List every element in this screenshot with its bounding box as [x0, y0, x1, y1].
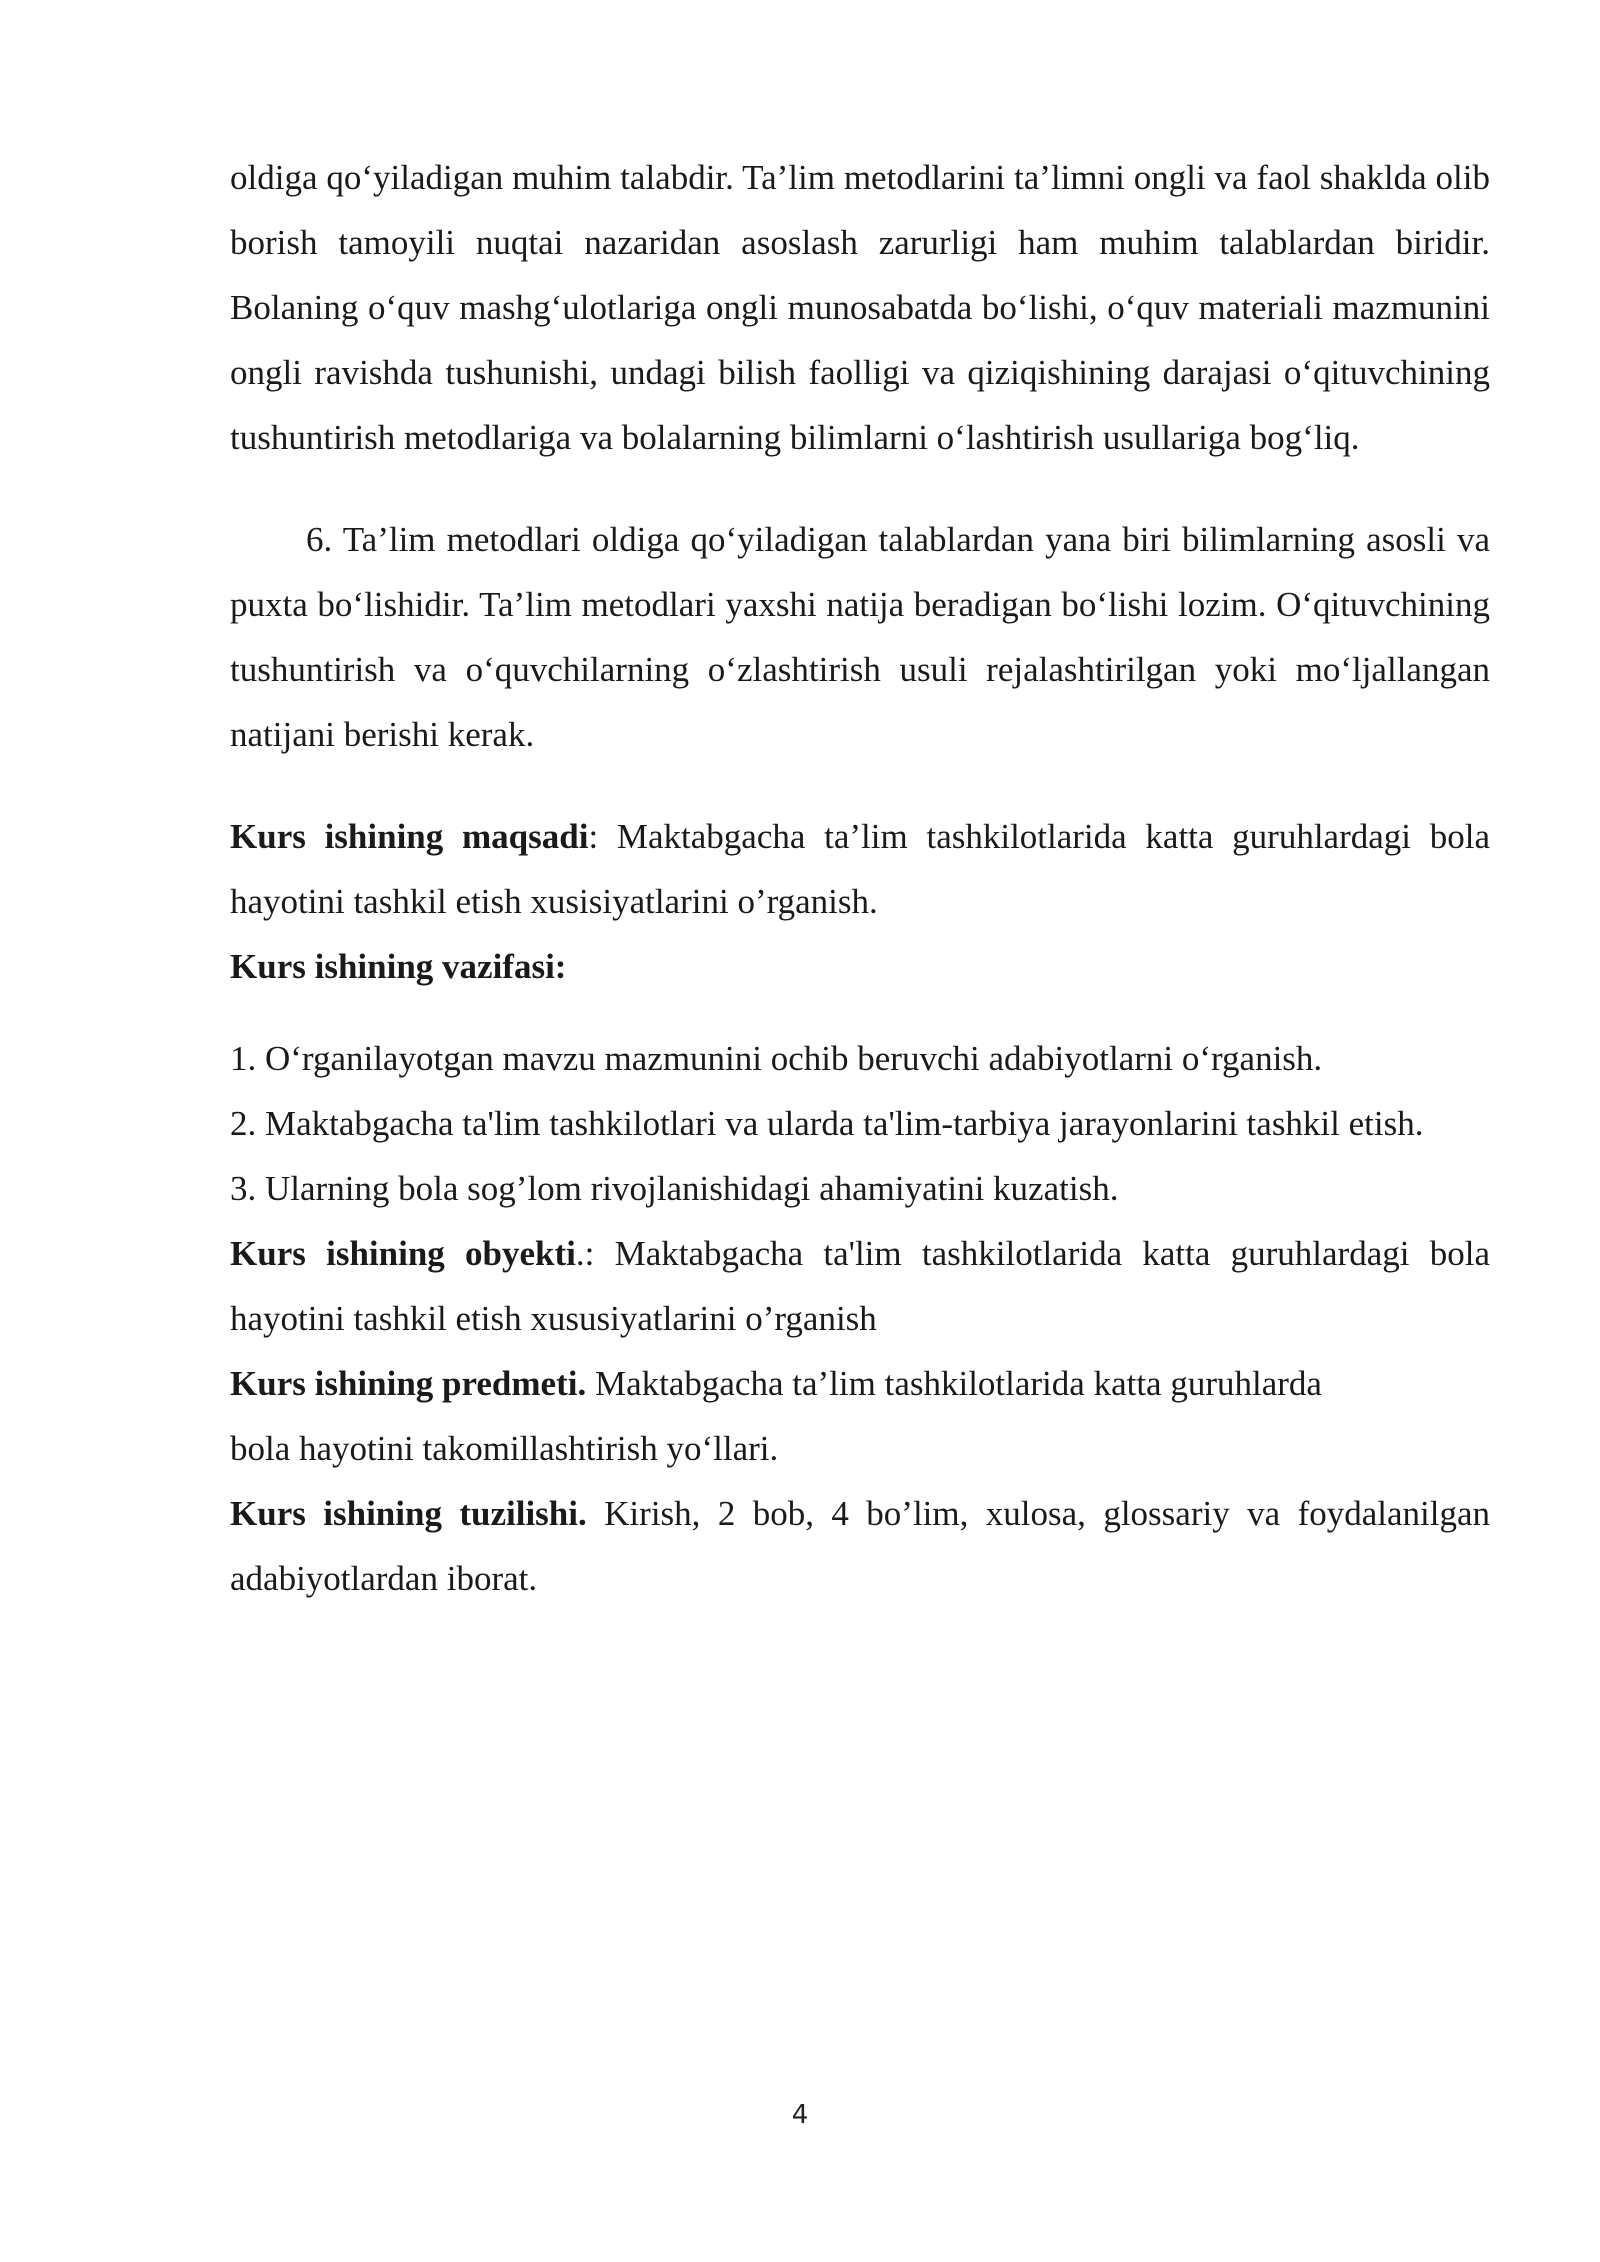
section-obyekti: [230, 1221, 1490, 1351]
section-tuzilishi: [230, 1481, 1490, 1611]
paragraph-requirement-6: 6. Ta’lim metodlari oldiga qo‘yiladigan talablardan yana biri bilimlarning asosli va puxta bo‘lishidir. Ta’lim metodlari yaxshi natija beradigan bo‘lishi lozim. O‘qituvchining tushuntirish va o‘quvchilarning o‘zlashtirish usuli rejalashtirilgan yoki mo‘ljallangan natijani berishi kerak.: [230, 520, 1490, 754]
obyekti-text: .: Maktabgacha ta'lim tashkilotlarida katta guruhlardagi bola hayotini tashkil etish xususiyatlarini o’rganish: [230, 1234, 1490, 1338]
vazifasi-heading: [230, 934, 1490, 999]
vazifasi-item-1: 1. O‘rganilayotgan mavzu mazmunini ochib beruvchi adabiyotlarni o‘rganish.: [230, 1039, 1323, 1078]
page-number: 4: [791, 2100, 809, 2130]
tuzilishi-label: Kurs ishining tuzilishi.: [230, 1494, 587, 1533]
predmeti-text-line2: bola hayotini takomillashtirish yo‘llari.: [230, 1429, 779, 1468]
vazifasi-item-2: 2. Maktabgacha ta'lim tashkilotlari va ularda ta'lim-tarbiya jarayonlarini tashkil etish.: [230, 1104, 1424, 1143]
predmeti-label: Kurs ishining predmeti.: [230, 1364, 587, 1403]
predmeti-text-line1: Maktabgacha ta’lim tashkilotlarida katta guruhlarda: [586, 1364, 1322, 1403]
maqsadi-label: Kurs ishining maqsadi: [230, 817, 589, 856]
paragraph-intro: oldiga qo‘yiladigan muhim talabdir. Ta’lim metodlarini ta’limni ongli va faol shaklda olib borish tamoyili nuqtai nazaridan asoslash zarurligi ham muhim talablardan biridir. Bolaning o‘quv mashg‘ulotlariga ongli munosabatda bo‘lishi, o‘quv materiali mazmunini ongli ravishda tushunishi, undagi bilish faolligi va qiziqishining darajasi o‘qituvchining tushuntirish metodlariga va bolalarning bilimlarni o‘lashtirish usullariga bog‘liq.: [230, 158, 1490, 457]
document-body: [230, 145, 1490, 1611]
maqsadi-text: : Maktabgacha ta’lim tashkilotlarida katta guruhlardagi bola hayotini tashkil etish xusisiyatlarini o’rganish.: [230, 817, 1490, 921]
section-maqsadi: [230, 804, 1490, 934]
vazifasi-label: Kurs ishining vazifasi:: [230, 947, 567, 986]
section-predmeti: [230, 1351, 1490, 1481]
obyekti-label: Kurs ishining obyekti: [230, 1234, 576, 1273]
tuzilishi-text: Kirish, 2 bob, 4 bo’lim, xulosa, glossariy va foydalanilgan adabiyotlardan iborat.: [230, 1494, 1490, 1598]
vazifasi-item-3: 3. Ularning bola sog’lom rivojlanishidagi ahamiyatini kuzatish.: [230, 1169, 1119, 1208]
